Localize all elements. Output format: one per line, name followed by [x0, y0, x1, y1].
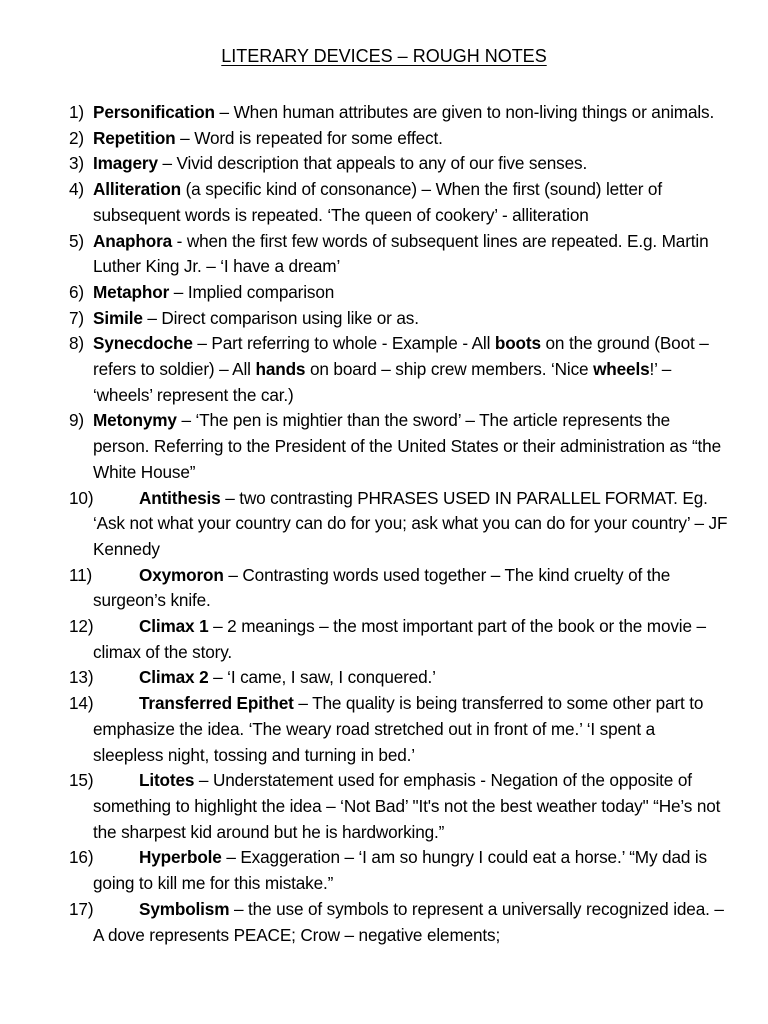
list-item-number: 9): [69, 410, 84, 431]
list-item-text: [93, 179, 662, 225]
term-bold: Synecdoche: [93, 333, 193, 354]
list-item-text: [93, 667, 436, 687]
list-item-text: [93, 410, 721, 481]
list-item-number: 4): [69, 179, 84, 200]
description-text: !’ – ‘wheels’ represent the car.): [93, 359, 672, 405]
description-text: – Contrasting words used together – The kind cruelty of the surgeon’s knife.: [93, 564, 671, 611]
list-item: [0, 897, 768, 948]
term-bold: Litotes: [139, 770, 195, 791]
term-bold: Alliteration: [93, 179, 181, 200]
term-bold: boots: [494, 333, 541, 354]
list-item-number: 17): [69, 898, 94, 919]
list-item-number: 15): [69, 770, 94, 791]
description-text: – ‘I came, I saw, I conquered.’: [208, 667, 436, 688]
description-text: (a specific kind of consonance) – When the first (sound) letter of subsequent words is repeated. ‘The queen of cookery’ - alliteration: [93, 179, 662, 225]
list-item-number: 16): [69, 847, 94, 868]
description-text: - when the first few words of subsequent lines are repeated. E.g. Martin Luther King Jr. – ‘I have a dream’: [93, 230, 709, 277]
term-bold: wheels: [593, 359, 650, 380]
list-item-text: [93, 488, 727, 559]
description-text: on the ground (Boot – refers to soldier) – All: [93, 333, 709, 380]
list-item: [0, 177, 768, 228]
list-item: [0, 280, 768, 306]
term-bold: Metaphor: [93, 281, 170, 302]
term-bold: Personification: [93, 102, 215, 122]
list-item-text: [93, 899, 724, 945]
description-text: – Vivid description that appeals to any of our five senses.: [157, 153, 588, 174]
description-text: – Understatement used for emphasis - Negation of the opposite of something to highlight the idea – ‘Not Bad’ "It's not the best weather today" “He’s not the sharpest kid around but he is hardworking.”: [93, 770, 721, 842]
list-item-text: [93, 693, 703, 764]
term-bold: Climax 1: [139, 616, 209, 637]
description-text: – 2 meanings – the most important part of the book or the movie – climax of the story.: [93, 616, 706, 662]
list-item: [0, 665, 768, 691]
list-item-text: [93, 153, 587, 173]
description-text: – ‘The pen is mightier than the sword’ – The article represents the person. Referring to the President of the United States or their administration as “the White House”: [93, 410, 721, 482]
term-bold: Antithesis: [139, 487, 221, 508]
list-item-text: [93, 102, 714, 122]
term-bold: Anaphora: [93, 230, 173, 251]
literary-devices-list: [0, 100, 768, 948]
list-item-number: 5): [69, 230, 84, 251]
list-item-number: 13): [69, 667, 94, 688]
description-text: – Implied comparison: [169, 281, 335, 302]
term-bold: Transferred Epithet: [139, 693, 294, 714]
list-item: [0, 229, 768, 280]
list-item-text: [93, 308, 419, 328]
term-bold: Metonymy: [93, 410, 177, 431]
list-item-text: [93, 616, 706, 662]
term-bold: Symbolism: [139, 898, 230, 919]
term-bold: Repetition: [93, 127, 176, 148]
list-item-number: 10): [69, 487, 94, 508]
list-item-text: [93, 847, 707, 893]
description-text: – When human attributes are given to non-living things or animals.: [214, 102, 715, 122]
list-item-text: [93, 333, 709, 404]
description-text: – Exaggeration – ‘I am so hungry I could eat a horse.’ “My dad is going to kill me for this mistake.”: [93, 847, 708, 894]
list-item: [0, 126, 768, 152]
term-bold: Climax 2: [139, 667, 209, 688]
list-item-number: 11): [69, 564, 93, 585]
list-item: [0, 331, 768, 408]
term-bold: Simile: [93, 307, 143, 328]
description-text: – the use of symbols to represent a universally recognized idea. – A dove represents PEACE; Crow – negative elements;: [93, 898, 724, 945]
list-item: [0, 100, 768, 126]
term-bold: Imagery: [93, 153, 158, 174]
list-item-text: [93, 565, 670, 611]
list-item: [0, 306, 768, 332]
list-item-number: 1): [69, 102, 84, 122]
list-item-number: 14): [69, 693, 94, 714]
description-text: – Part referring to whole - Example - All: [192, 333, 495, 354]
list-item-number: 8): [69, 333, 84, 354]
list-item-text: [93, 770, 720, 841]
list-item: [0, 151, 768, 177]
list-item-number: 12): [69, 616, 94, 637]
description-text: – two contrasting PHRASES USED IN PARALLEL FORMAT. Eg. ‘Ask not what your country can do for you; ask what you can do for your country’ – JF Kennedy: [93, 487, 728, 559]
list-item: [0, 563, 768, 614]
description-text: – Direct comparison using like or as.: [142, 307, 419, 328]
list-item-number: 2): [69, 127, 84, 148]
term-bold: Hyperbole: [139, 847, 222, 868]
list-item: [0, 768, 768, 845]
list-item: [0, 691, 768, 768]
list-item-text: [93, 231, 708, 277]
list-item-number: 6): [69, 281, 84, 302]
list-item: [0, 486, 768, 563]
description-text: – Word is repeated for some effect.: [175, 127, 443, 148]
list-item-number: 3): [69, 153, 84, 174]
list-item: [0, 408, 768, 485]
list-item: [0, 845, 768, 896]
description-text: on board – ship crew members. ‘Nice: [305, 359, 594, 380]
list-item-number: 7): [69, 307, 84, 328]
page-title: LITERARY DEVICES – ROUGH NOTES: [221, 46, 547, 66]
list-item-text: [93, 282, 334, 302]
term-bold: hands: [255, 359, 306, 380]
term-bold: Oxymoron: [139, 564, 224, 585]
description-text: – The quality is being transferred to some other part to emphasize the idea. ‘The weary road stretched out in front of me.’ ‘I spent a sleepless night, tossing and turning in bed.’: [93, 693, 704, 765]
list-item-text: [93, 128, 443, 148]
list-item: [0, 614, 768, 665]
